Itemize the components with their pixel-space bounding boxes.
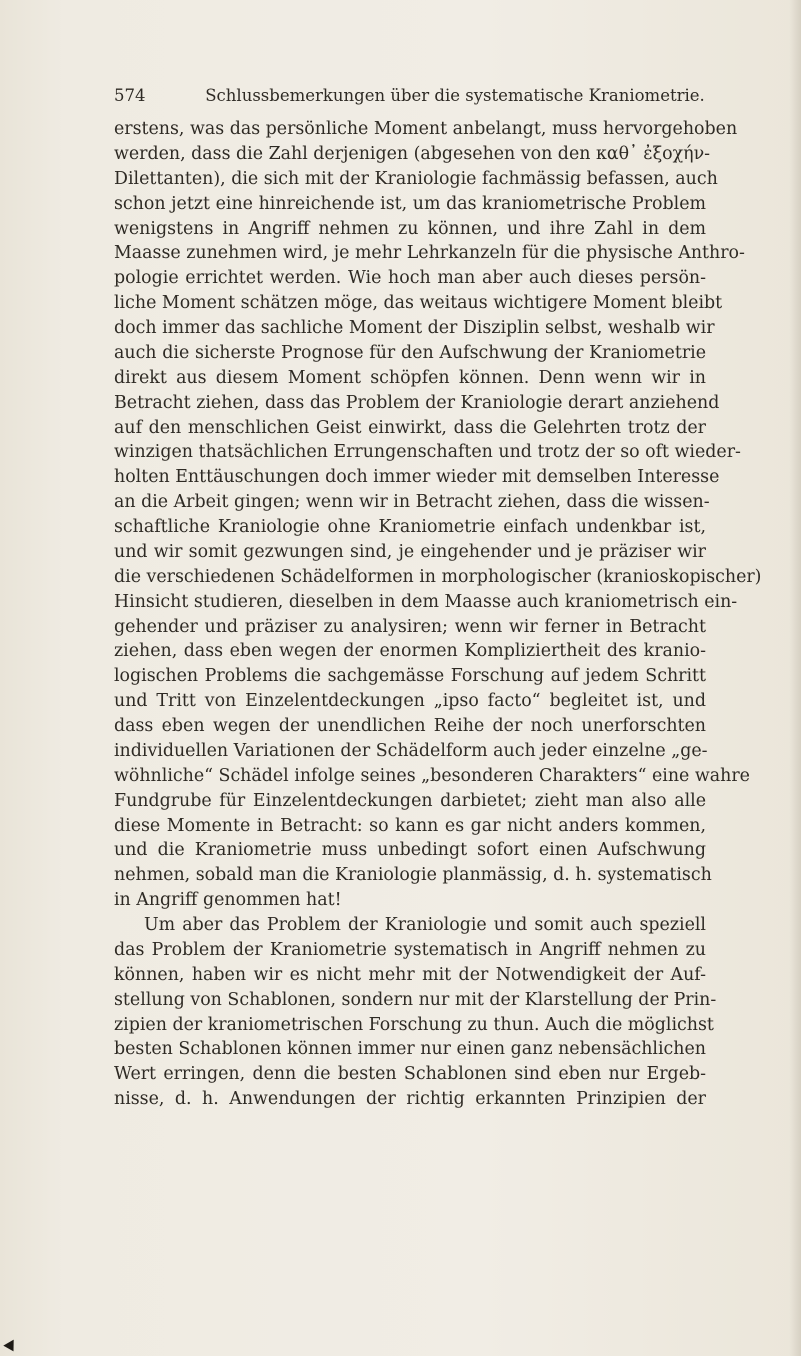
page-edge-shadow [789, 0, 801, 1356]
text-line: werden, dass die Zahl derjenigen (abgesehen von den καθ᾽ ἐξοχήν- [114, 143, 711, 164]
text-line: und Tritt von Einzelentdeckungen „ipso facto“ begleitet ist, und [114, 691, 706, 712]
text-line: winzigen thatsächlichen Errungenschaften und trotz der so oft wieder- [114, 442, 741, 463]
text-line: holten Enttäuschungen doch immer wieder mit demselben Interesse [114, 467, 720, 488]
text-line: können, haben wir es nicht mehr mit der Notwendigkeit der Auf- [114, 964, 706, 985]
paragraph-end-line: in Angriff genommen hat! [114, 890, 342, 911]
text-line: Wert erringen, denn die besten Schablonen sind eben nur Ergeb- [114, 1064, 706, 1085]
text-line: individuellen Variationen der Schädelform auch jeder einzelne „ge- [114, 740, 708, 761]
text-line: auch die sicherste Prognose für den Aufschwung der Kraniometrie [114, 342, 706, 363]
text-line: nisse, d. h. Anwendungen der richtig erkannten Prinzipien der [114, 1089, 706, 1110]
text-line: stellung von Schablonen, sondern nur mit der Klarstellung der Prin- [114, 989, 717, 1010]
text-line: Fundgrube für Einzelentdeckungen darbietet; zieht man also alle [114, 790, 706, 811]
text-line: auf den menschlichen Geist einwirkt, dass die Gelehrten trotz der [114, 417, 706, 438]
text-line: an die Arbeit gingen; wenn wir in Betracht ziehen, dass die wissen- [114, 492, 710, 513]
text-line: nehmen, sobald man die Kraniologie planmässig, d. h. systematisch [114, 865, 712, 886]
text-line: zipien der kraniometrischen Forschung zu thun. Auch die möglichst [114, 1014, 714, 1035]
text-line: wenigstens in Angriff nehmen zu können, und ihre Zahl in dem [114, 218, 706, 239]
text-line: direkt aus diesem Moment schöpfen können. Denn wenn wir in [114, 367, 706, 388]
text-line: wöhnliche“ Schädel infolge seines „besonderen Charakters“ eine wahre [114, 765, 750, 786]
text-line: logischen Problems die sachgemässe Forschung auf jedem Schritt [114, 666, 706, 687]
text-line: ziehen, dass eben wegen der enormen Kompliziertheit des kranio- [114, 641, 706, 662]
page-header [114, 84, 704, 108]
text-line: das Problem der Kraniometrie systematisch in Angriff nehmen zu [114, 939, 706, 960]
text-line: die verschiedenen Schädelformen in morphologischer (kranioskopischer) [114, 566, 762, 587]
paragraph-first-line: Um aber das Problem der Kraniologie und somit auch speziell [144, 915, 706, 935]
text-line: schaftliche Kraniologie ohne Kraniometrie einfach undenkbar ist, [114, 517, 706, 537]
body-text [114, 117, 762, 1112]
text-line: pologie errichtet werden. Wie hoch man aber auch dieses persön- [114, 268, 706, 289]
text-line: Maasse zunehmen wird, je mehr Lehrkanzeln für die physische Anthro- [114, 243, 745, 264]
page-number: 574 [114, 86, 146, 105]
text-line: dass eben wegen der unendlichen Reihe der noch unerforschten [114, 716, 706, 736]
text-line: Betracht ziehen, dass das Problem der Kraniologie derart anziehend [114, 392, 720, 413]
text-line: besten Schablonen können immer nur einen ganz nebensächlichen [114, 1039, 706, 1060]
scan-corner-mark [3, 1340, 18, 1355]
text-line: und wir somit gezwungen sind, je eingehender und je präziser wir [114, 541, 706, 562]
text-line: doch immer das sachliche Moment der Disziplin selbst, weshalb wir [114, 318, 715, 338]
text-line: schon jetzt eine hinreichende ist, um das kraniometrische Problem [114, 193, 706, 214]
text-line: Dilettanten), die sich mit der Kraniologie fachmässig befassen, auch [114, 168, 718, 189]
running-head: Schlussbemerkungen über die systematische Kraniometrie. [205, 86, 705, 105]
text-line: und die Kraniometrie muss unbedingt sofort einen Aufschwung [114, 840, 706, 861]
text-line: gehender und präziser zu analysiren; wenn wir ferner in Betracht [114, 616, 706, 637]
text-line: diese Momente in Betracht: so kann es gar nicht anders kommen, [114, 815, 706, 836]
text-line: liche Moment schätzen möge, das weitaus wichtigere Moment bleibt [114, 293, 723, 314]
text-line: Hinsicht studieren, dieselben in dem Maasse auch kraniometrisch ein- [114, 591, 738, 612]
text-line: erstens, was das persönliche Moment anbelangt, muss hervorgehoben [114, 119, 738, 139]
